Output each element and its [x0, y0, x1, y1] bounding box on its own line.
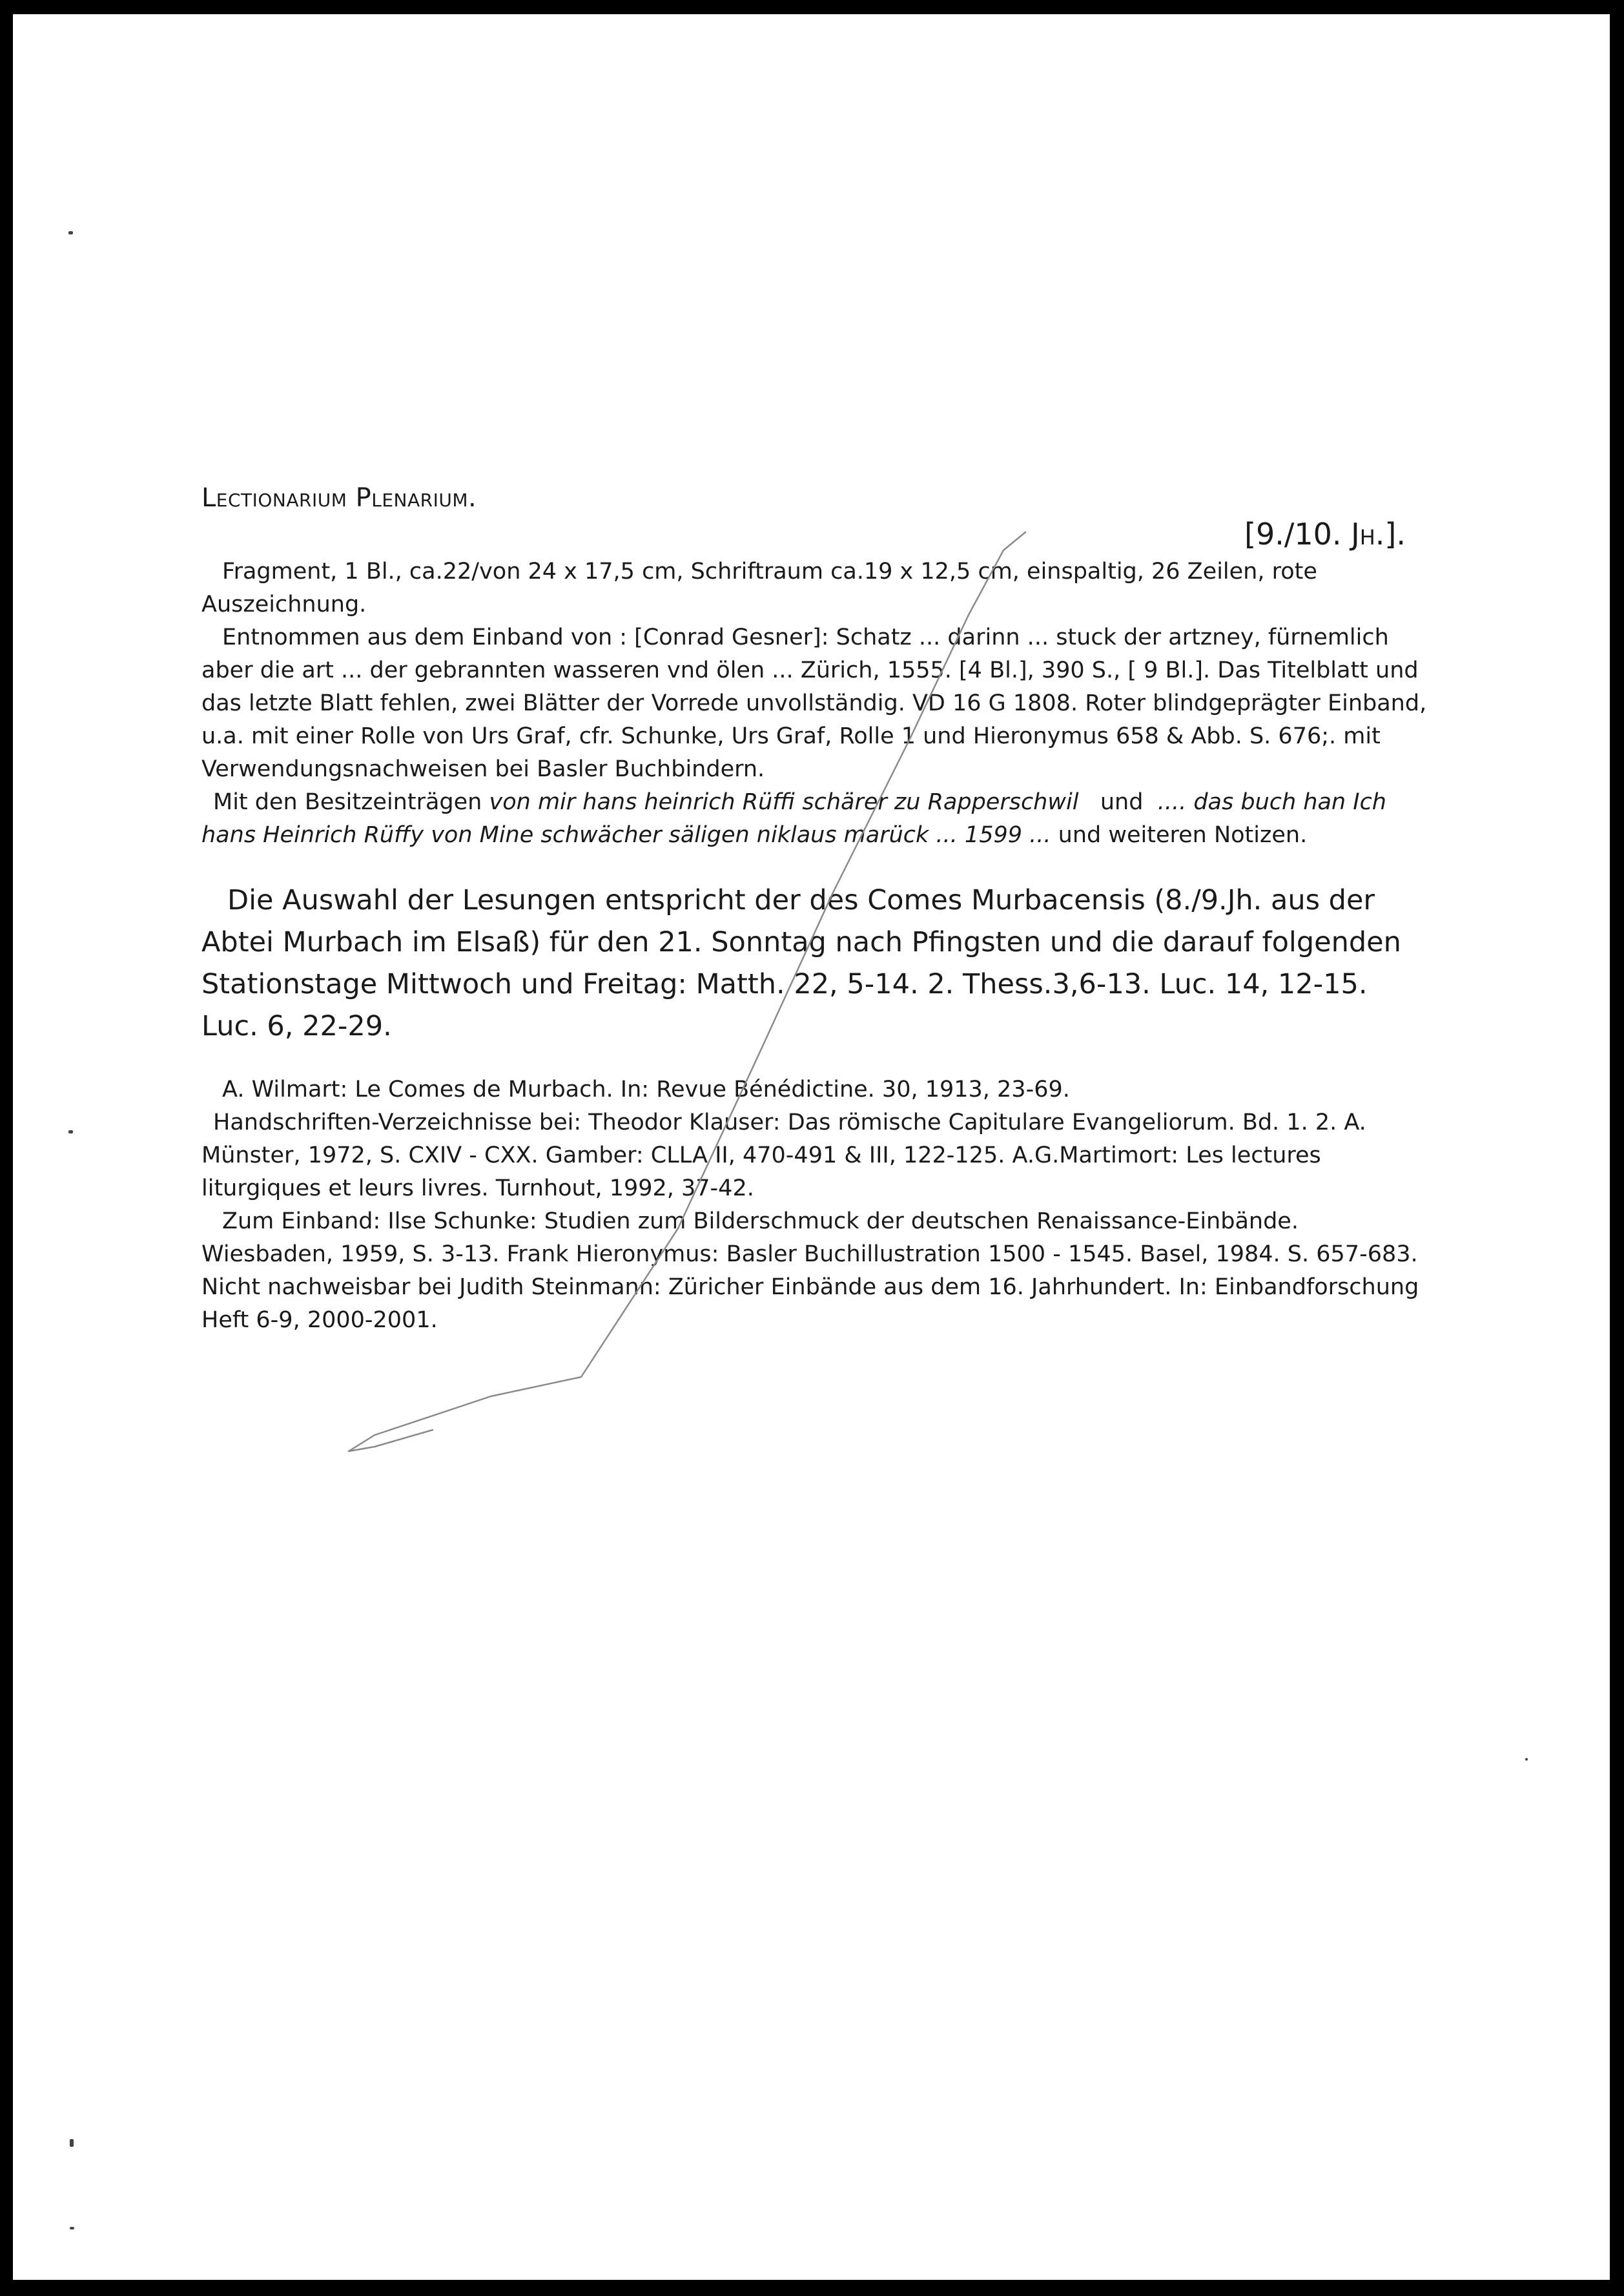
reference-wilmart: A. Wilmart: Le Comes de Murbach. In: Revue Bénédictine. 30, 1913, 23-69. — [222, 1077, 1070, 1102]
ownership-quote-1: von mir hans heinrich Rüffi schärer zu Rapperschwil — [489, 789, 1079, 815]
scan-speck — [68, 1130, 73, 1133]
scan-speck — [1525, 1758, 1528, 1761]
ownership-quote-2: .... das buch han Ich hans Heinrich Rüffy von Mine schwächer säligen niklaus marück ... 1599 ... — [201, 789, 1386, 848]
references-block — [201, 1073, 1428, 1337]
scan-speck — [68, 231, 73, 234]
date-label: [9./10. Jh.]. — [1244, 517, 1406, 552]
ownership-suffix: und weiteren Notizen. — [1058, 822, 1308, 848]
source-binding-description: Entnommen aus dem Einband von : [Conrad Gesner]: Schatz ... darinn ... stuck der artzney, fürnemlich aber die art ... der gebrannten wasseren vnd ölen ... Zürich, 1555. [4 Bl.], 390 S., [ 9 Bl.]. Das Titelblatt und das letzte Blatt fehlen, zwei Blätter der Vorrede unvollständig. VD 16 G 1808. Roter blindgeprägter Einband, u.a. mit einer Rolle von Urs Graf, cfr. Schunke, Urs Graf, Rolle 1 und Hieronymus 658 & Abb. S. 676;. mit Verwendungsnachweisen bei Basler Buchbindern. — [201, 625, 1427, 782]
scan-speck — [70, 2227, 74, 2229]
summary-block — [201, 880, 1428, 1048]
ownership-prefix: Mit den Besitzeinträgen — [213, 789, 482, 815]
physical-description: Fragment, 1 Bl., ca.22/von 24 x 17,5 cm, Schriftraum ca.19 x 12,5 cm, einspaltig, 26 Zeilen, rote Auszeichnung. — [201, 559, 1317, 617]
page-title: Lectionarium Plenarium. — [201, 483, 477, 513]
readings-summary: Die Auswahl der Lesungen entspricht der des Comes Murbacensis (8./9.Jh. aus der Abtei Murbach im Elsaß) für den 21. Sonntag nach Pfingsten und die darauf folgenden Stationstage Mittwoch und Freitag: Matth. 22, 5-14. 2. Thess.3,6-13. Luc. 14, 12-15. Luc. 6, 22-29. — [201, 884, 1401, 1042]
reference-handschriften: Handschriften-Verzeichnisse bei: Theodor Klauser: Das römische Capitulare Evangeliorum. Bd. 1. 2. A. Münster, 1972, S. CXIV - CXX. Gamber: CLLA II, 470-491 & III, 122-125. A.G.Martimort: Les lectures liturgiques et leurs livres. Turnhout, 1992, 37-42. — [201, 1110, 1366, 1201]
ownership-connector: und — [1100, 789, 1144, 815]
document-page — [13, 14, 1610, 2280]
scan-speck — [70, 2139, 74, 2147]
reference-einband: Zum Einband: Ilse Schunke: Studien zum Bilderschmuck der deutschen Renaissance-Einbände. Wiesbaden, 1959, S. 3-13. Frank Hieronymus: Basler Buchillustration 1500 - 1545. Basel, 1984. S. 657-683. Nicht nachweisbar bei Judith Steinmann: Züricher Einbände aus dem 16. Jahrhundert. In: Einbandforschung Heft 6-9, 2000-2001. — [201, 1208, 1419, 1333]
ownership-entries — [201, 786, 1428, 852]
description-block — [201, 555, 1428, 852]
